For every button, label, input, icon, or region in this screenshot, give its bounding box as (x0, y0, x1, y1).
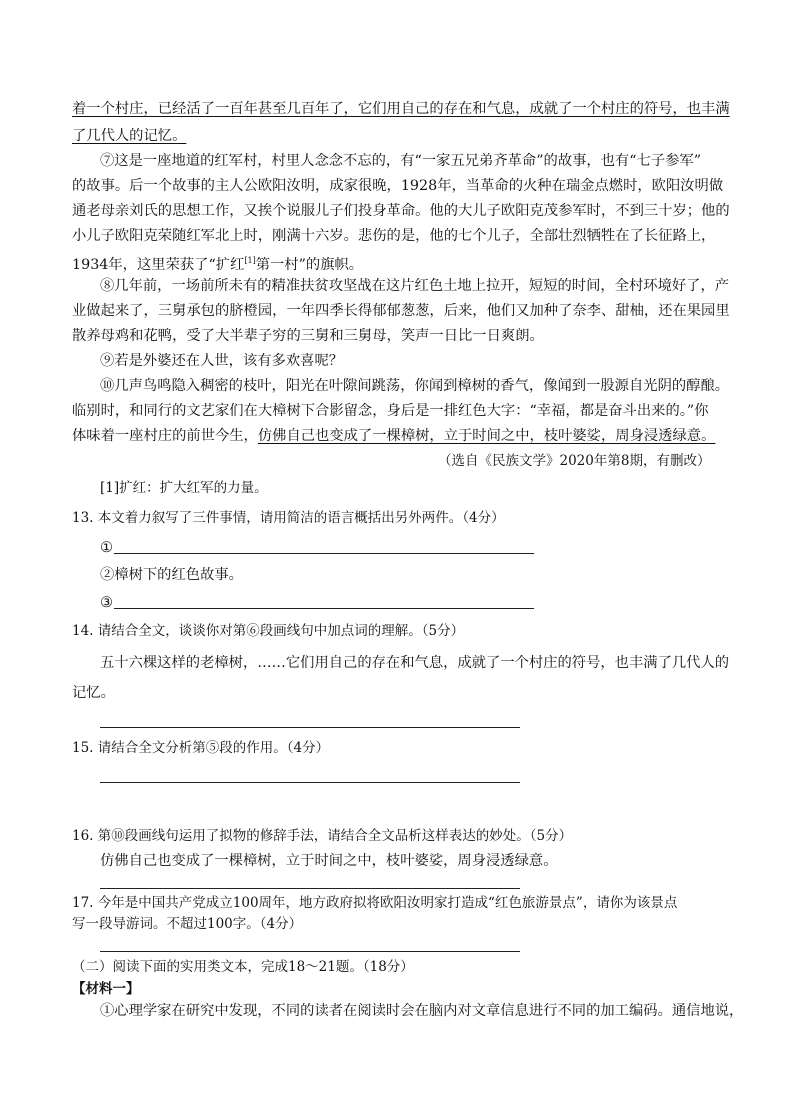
question-17-answer-line[interactable] (100, 951, 520, 952)
question-16-answer-line[interactable] (100, 888, 520, 889)
paragraph-10-line-3 (72, 426, 715, 446)
paragraph-7-line-1: ⑦这是一座地道的红军村，村里人念念不忘的，有“一家五兄弟齐革命”的故事，也有“七子参军” (100, 153, 702, 169)
paragraph-6-line-2: 了几代人的记忆。 (72, 128, 187, 144)
paragraph-7-line-4: 小儿子欧阳克荣随红军北上时，刚满十六岁。悲伤的是，他的七个儿子，全部壮烈牺牲在了长征路上， (72, 228, 716, 244)
paragraph-7-line-5-b: 第一村”的旗帜。 (255, 256, 364, 273)
paragraph-7-line-3: 通老母亲刘氏的思想工作，又挨个说服儿子们投身革命。他的大儿子欧阳克茂参军时，不到三十岁；他的 (72, 203, 730, 219)
paragraph-8-line-3: 散养母鸡和花鸭，受了大半辈子穷的三舅和三舅母，笑声一日比一日爽朗。 (72, 328, 544, 344)
question-14-title: 14. 请结合全文，谈谈你对第⑥段画线句中加点词的理解。（5分） (72, 623, 465, 639)
section-2-title: （二）阅读下面的实用类文本，完成18～21题。（18分） (72, 959, 414, 975)
source-citation: （选自《民族文学》2020年第8期，有删改） (438, 453, 711, 469)
footnote: [1]扩红：扩大红军的力量。 (100, 480, 268, 496)
material-1-line-1: ①心理学家在研究中发现，不同的读者在阅读时会在脑内对文章信息进行不同的加工编码。通信地说， (100, 1003, 744, 1019)
paragraph-10-line-2: 临别时，和同行的文艺家们在大樟树下合影留念，身后是一排红色大字：“幸福，都是奋斗出来的。”你 (72, 403, 709, 419)
question-16-title: 16. 第⑩段画线句运用了拟物的修辞手法，请结合全文品析这样表达的妙处。（5分） (72, 828, 573, 844)
question-17-line-2: 写一段导游词。不超过100字。（4分） (72, 916, 303, 932)
paragraph-10-line-1: ⑩几声鸟鸣隐入稠密的枝叶，阳光在叶隙间跳荡，你闻到樟树的香气，像闻到一股源自光阴的醇酿。 (100, 378, 730, 394)
material-1-heading: 【材料一】 (72, 981, 140, 997)
question-16-quote: 仿佛自己也变成了一棵樟树，立于时间之中，枝叶婆娑，周身浸透绿意。 (100, 853, 558, 869)
paragraph-10-underlined-sentence: 仿佛自己也变成了一棵樟树，立于时间之中，枝叶婆娑，周身浸透绿意。 (257, 428, 716, 444)
question-13-item-2: ②樟树下的红色故事。 (100, 567, 243, 583)
question-13-answer-line-3[interactable] (114, 608, 534, 609)
question-13-title: 13. 本文着力叙写了三件事情，请用简洁的语言概括出另外两件。（4分） (72, 510, 505, 526)
question-13-answer-line-1[interactable] (114, 553, 534, 554)
paragraph-6-line-1: 着一个村庄，已经活了一百年甚至几百年了，它们用自己的存在和气息，成就了一个村庄的符号，也丰满 (72, 101, 730, 117)
question-15-answer-line[interactable] (100, 782, 520, 783)
question-14-quote-line-2: 记忆。 (72, 685, 115, 701)
paragraph-10-line-3-a: 体味着一座村庄的前世今生， (72, 428, 258, 444)
paragraph-8-line-2: 业做起来了，三舅承包的脐橙园，一年四季长得郁郁葱葱，后来，他们又加种了奈李、甜柚，还在果园里 (72, 303, 730, 319)
paragraph-8-line-1: ⑧几年前，一场前所未有的精准扶贫攻坚战在这片红色土地上拉开，短短的时间，全村环境好了，产 (100, 278, 730, 294)
question-14-quote-line-1: 五十六棵这样的老樟树，……它们用自己的存在和气息，成就了一个村庄的符号，也丰满了几代人的 (100, 655, 730, 671)
paragraph-7-line-5-a: 1934年，这里荣获了“扩红 (72, 256, 245, 273)
footnote-marker: [1] (244, 256, 256, 265)
question-15-title: 15. 请结合全文分析第⑤段的作用。（4分） (72, 740, 330, 756)
question-14-answer-line[interactable] (100, 727, 520, 728)
question-13-item-1-label: ① (100, 540, 113, 556)
paragraph-7-line-2: 的故事。后一个故事的主人公欧阳汝明，成家很晚，1928年，当革命的火种在瑞金点燃时，欧阳汝明做 (72, 178, 724, 194)
paragraph-7-line-5 (72, 251, 363, 275)
question-13-item-3-label: ③ (100, 595, 113, 611)
paragraph-9-line-1: ⑨若是外婆还在人世，该有多欢喜呢？ (100, 353, 344, 369)
question-17-line-1: 17. 今年是中国共产党成立100周年，地方政府拟将欧阳汝明家打造成“红色旅游景点”，请你为该景点 (72, 895, 678, 911)
